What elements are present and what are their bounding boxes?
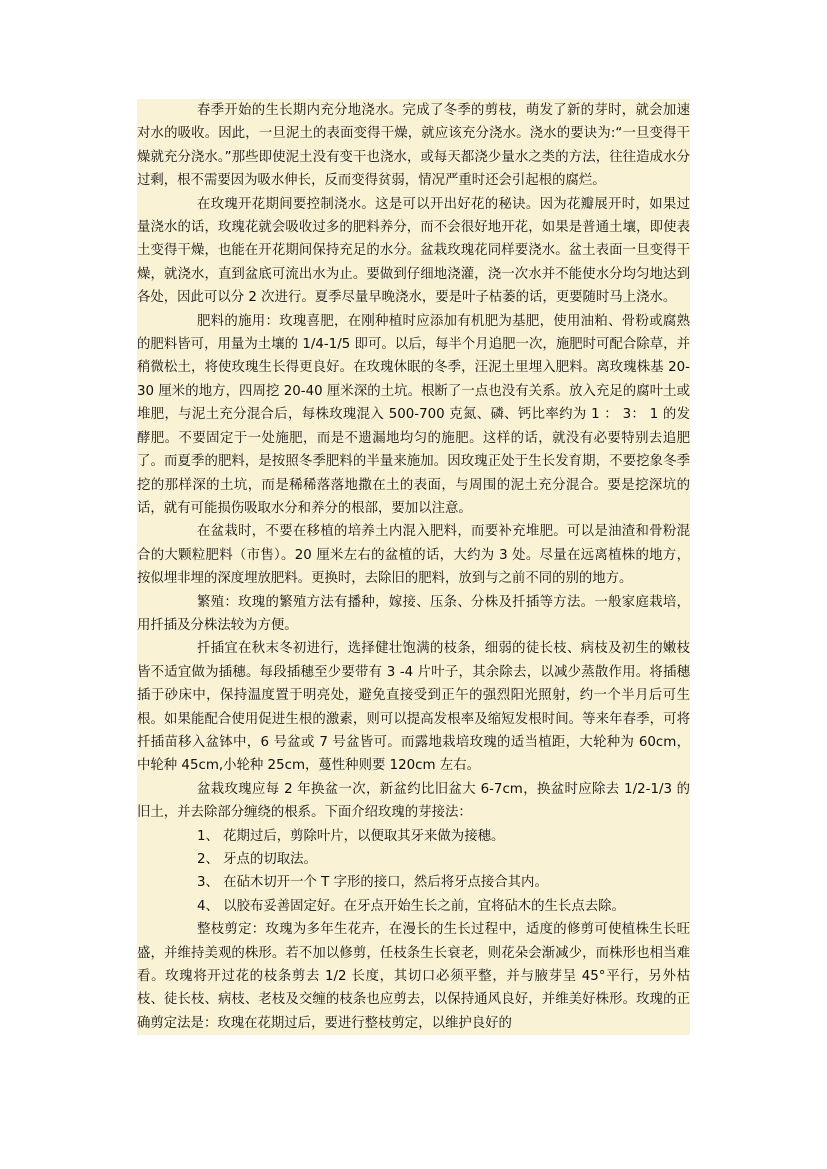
paragraph-flowering-watering: 在玫瑰开花期间要控制浇水。这是可以开出好花的秘诀。因为花瓣展开时，如果过量浇水的话，玫瑰花就会吸收过多的肥料养分，而不会很好地开花，如果是普通土壤，即使表土变得干燥，也能在开花期间保持充足的水分。盆栽玫瑰花同样要浇水。盆土表面一旦变得干燥，就浇水，直到盆底可流出水为止。要做到仔细地浇灌，浇一次水并不能使水分均匀地达到各处，因此可以分 2 次进行。夏季尽量早晚浇水，要是叶子枯萎的话，更要随时马上浇水。 bbox=[137, 196, 690, 306]
list-item-step-4: 4、 以胶布妥善固定好。在牙点开始生长之前，宜将砧木的生长点去除。 bbox=[197, 898, 625, 914]
list-item-step-3: 3、 在砧木切开一个 T 字形的接口，然后将牙点接合其内。 bbox=[197, 875, 548, 891]
document-text-block bbox=[137, 99, 690, 1035]
paragraph-spring-watering: 春季开始的生长期内充分地浇水。完成了冬季的剪枝，萌发了新的芽时，就会加速对水的吸收。因此，一旦泥土的表面变得干燥，就应该充分浇水。浇水的要诀为:“一旦变得干燥就充分浇水。”那些即使泥土没有变干也浇水，或每天都浇少量水之类的方法，往往造成水分过剩，根不需要因为吸水伸长，反而变得贫弱，情况严重时还会引起根的腐烂。 bbox=[137, 103, 690, 189]
paragraph-repotting: 盆栽玫瑰应每 2 年换盆一次，新盆约比旧盆大 6-7cm，换盆时应除去 1/2-1/3 的旧土，并去除部分缠绕的根系。下面介绍玫瑰的芽接法： bbox=[137, 781, 690, 821]
paragraph-potted-fertilizing: 在盆栽时，不要在移植的培养土内混入肥料，而要补充堆肥。可以是油渣和骨粉混合的大颗粒肥料（市售）。20 厘米左右的盆植的话，大约为 3 处。尽量在远离植株的地方，按似埋非埋的深度埋放肥料。更换时，去除旧的肥料，放到与之前不同的别的地方。 bbox=[137, 524, 690, 587]
list-item-step-2: 2、 牙点的切取法。 bbox=[197, 852, 317, 867]
paragraph-pruning: 整枝剪定：玫瑰为多年生花卉，在漫长的生长过程中，适度的修剪可使植株生长旺盛，并维持美观的株形。若不加以修剪，任枝条生长衰老，则花朵会渐减少，而株形也相当难看。玫瑰将开过花的枝条剪去 1/2 长度，其切口必须平整，并与腋芽呈 45°平行，另外枯枝、徒长枝、病枝、老枝及交缠的枝条也应剪去，以保持通风良好，并维美好株形。玫瑰的正确剪定法是：玫瑰在花期过后，要进行整枝剪定，以维护良好的 bbox=[137, 922, 690, 1031]
paragraph-cuttings: 扦插宜在秋末冬初进行，选择健壮饱满的枝条，细弱的徒长枝、病枝及初生的嫩枝皆不适宜做为插穗。每段插穗至少要带有 3 -4 片叶子，其余除去，以减少蒸散作用。将插穗插于砂床中，保持温度置于明亮处，避免直接受到正午的强烈阳光照射，约一个半月后可生根。如果能配合使用促进生根的激素，则可以提高发根率及缩短发根时间。等来年春季，可将扦插苗移入盆钵中，6 号盆或 7 号盆皆可。而露地栽培玫瑰的适当植距，大轮种为 60cm，中轮种 45cm,小轮种 25cm，蔓性种则要 120cm 左右。 bbox=[137, 641, 690, 774]
paragraph-propagation: 繁殖：玫瑰的繁殖方法有播种，嫁接、压条、分株及扦插等方法。一般家庭栽培，用扦插及分株法较为方便。 bbox=[137, 594, 690, 633]
list-item-step-1: 1、 花期过后，剪除叶片，以便取其牙来做为接穗。 bbox=[197, 828, 505, 844]
paragraph-fertilizing: 肥料的施用：玫瑰喜肥，在刚种植时应添加有机肥为基肥，使用油粕、骨粉或腐熟的肥料皆可，用量为土壤的 1/4-1/5 即可。以后，每半个月追肥一次，施肥时可配合除草，并稍微松土，将使玫瑰生长得更良好。在玫瑰休眠的冬季，汪泥土里埋入肥料。离玫瑰株基 20-30 厘米的地方，四周挖 20-40 厘米深的土坑。根断了一点也没有关系。放入充足的腐叶土或堆肥，与泥土充分混合后，每株玫瑰混入 500-700 克氮、磷、钙比率约为 1 ： 3： 1 的发酵肥。不要固定于一处施肥，而是不遗漏地均匀的施肥。这样的话，就没有必要特别去追肥了。而夏季的肥料，是按照冬季肥料的半量来施加。因玫瑰正处于生长发育期，不要挖象冬季挖的那样深的土坑，而是稀稀落落地撒在土的表面，与周围的泥土充分混合。要是挖深坑的话，就有可能损伤吸取水分和养分的根部，要加以注意。 bbox=[137, 313, 690, 516]
